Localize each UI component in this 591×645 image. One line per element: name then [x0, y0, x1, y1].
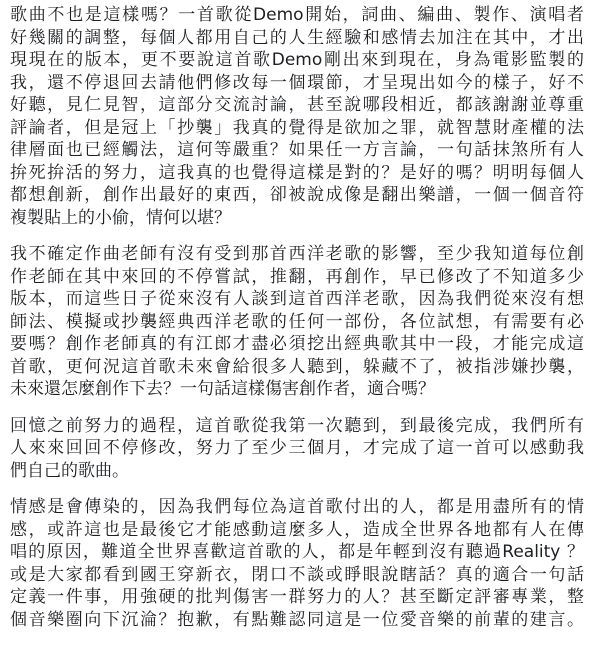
text-line: 好幾關的調整，每個人都用自己的人生經驗和感情去加注在其中，才出	[10, 27, 584, 48]
text-line: 未來還怎麼創作下去？一句話這樣傷害創作者，適合嗎？	[10, 379, 435, 399]
post-paragraph	[10, 496, 584, 631]
text-line: 我，還不停退回去請他們修改每一個環節，才呈現出如今的樣子，好不	[10, 72, 584, 93]
post-body	[10, 4, 584, 645]
text-line: 定義一件事，用強硬的批判傷害一群努力的人？甚至斷定評審專業，整	[10, 587, 584, 607]
text-line: 師法、模擬或抄襲經典西洋老歌的任何一部份，各位試想，有需要有必	[10, 311, 584, 332]
text-line: 情感是會傳染的，因為我們每位為這首歌付出的人，都是用盡所有的情	[10, 497, 584, 517]
text-line: 唱的原因，難道全世界喜歡這首歌的人，都是年輕到沒有聽過Reality ？	[10, 542, 584, 562]
text-line: 律層面也已經觸法，這何等嚴重？如果任一方言論，一句話抹煞所有人	[10, 140, 584, 160]
post-paragraph	[10, 243, 584, 401]
text-line: 回憶之前努力的過程，這首歌從我第一次聽到，到最後完成，我們所有	[10, 415, 584, 436]
text-line: 首歌，更何況這首歌未來會給很多人聽到，躲藏不了，被指涉嫌抄襲，	[10, 356, 584, 377]
text-line: 歌曲不也是這樣嗎？一首歌從Demo開始，詞曲、編曲、製作、演唱者	[10, 5, 584, 25]
post-paragraph	[10, 415, 584, 483]
text-line: 或是大家都看到國王穿新衣，閉口不談或睜眼說瞎話？真的適合一句話	[10, 564, 584, 585]
text-line: 拚死拚活的努力，這我真的也覺得這樣是對的？是好的嗎？明明每個人	[10, 162, 584, 183]
text-line: 人來來回回不停修改，努力了至少三個月，才完成了這一首可以感動我	[10, 438, 584, 458]
text-line: 版本，而這些日子從來沒有人談到這首西洋老歌，因為我們從來沒有想	[10, 289, 584, 309]
text-line: 個音樂圈向下沉淪？抱歉，有點難認同這是一位愛音樂的前輩的建言。	[10, 609, 584, 630]
text-line: 現現在的版本，更不要說這首歌Demo剛出來到現在，身為電影監製的	[10, 50, 584, 70]
text-line: 要嗎？創作老師真的有江郎才盡必須挖出經典歌其中一段，才能完成這	[10, 334, 584, 354]
post-paragraph	[10, 4, 584, 229]
text-line: 好聽，見仁見智，這部分交流討論，甚至說哪段相近，都該謝謝並尊重	[10, 95, 584, 115]
text-line: 作老師在其中來回的不停嘗試，推翻，再創作，早已修改了不知道多少	[10, 266, 584, 287]
text-line: 都想創新，創作出最好的東西，卻被說成像是翻出樂譜，一個一個音符	[10, 185, 584, 205]
text-line: 複製貼上的小偷，情何以堪？	[10, 207, 231, 228]
text-line: 們自己的歌曲。	[10, 460, 129, 481]
text-line: 評論者，但是冠上「抄襲」我真的覺得是欲加之罪，就智慧財產權的法	[10, 117, 584, 138]
text-line: 我不確定作曲老師有沒有受到那首西洋老歌的影響，至少我知道每位創	[10, 244, 584, 264]
text-line: 感，或許這也是最後它才能感動這麼多人，造成全世界各地都有人在傳	[10, 519, 584, 540]
